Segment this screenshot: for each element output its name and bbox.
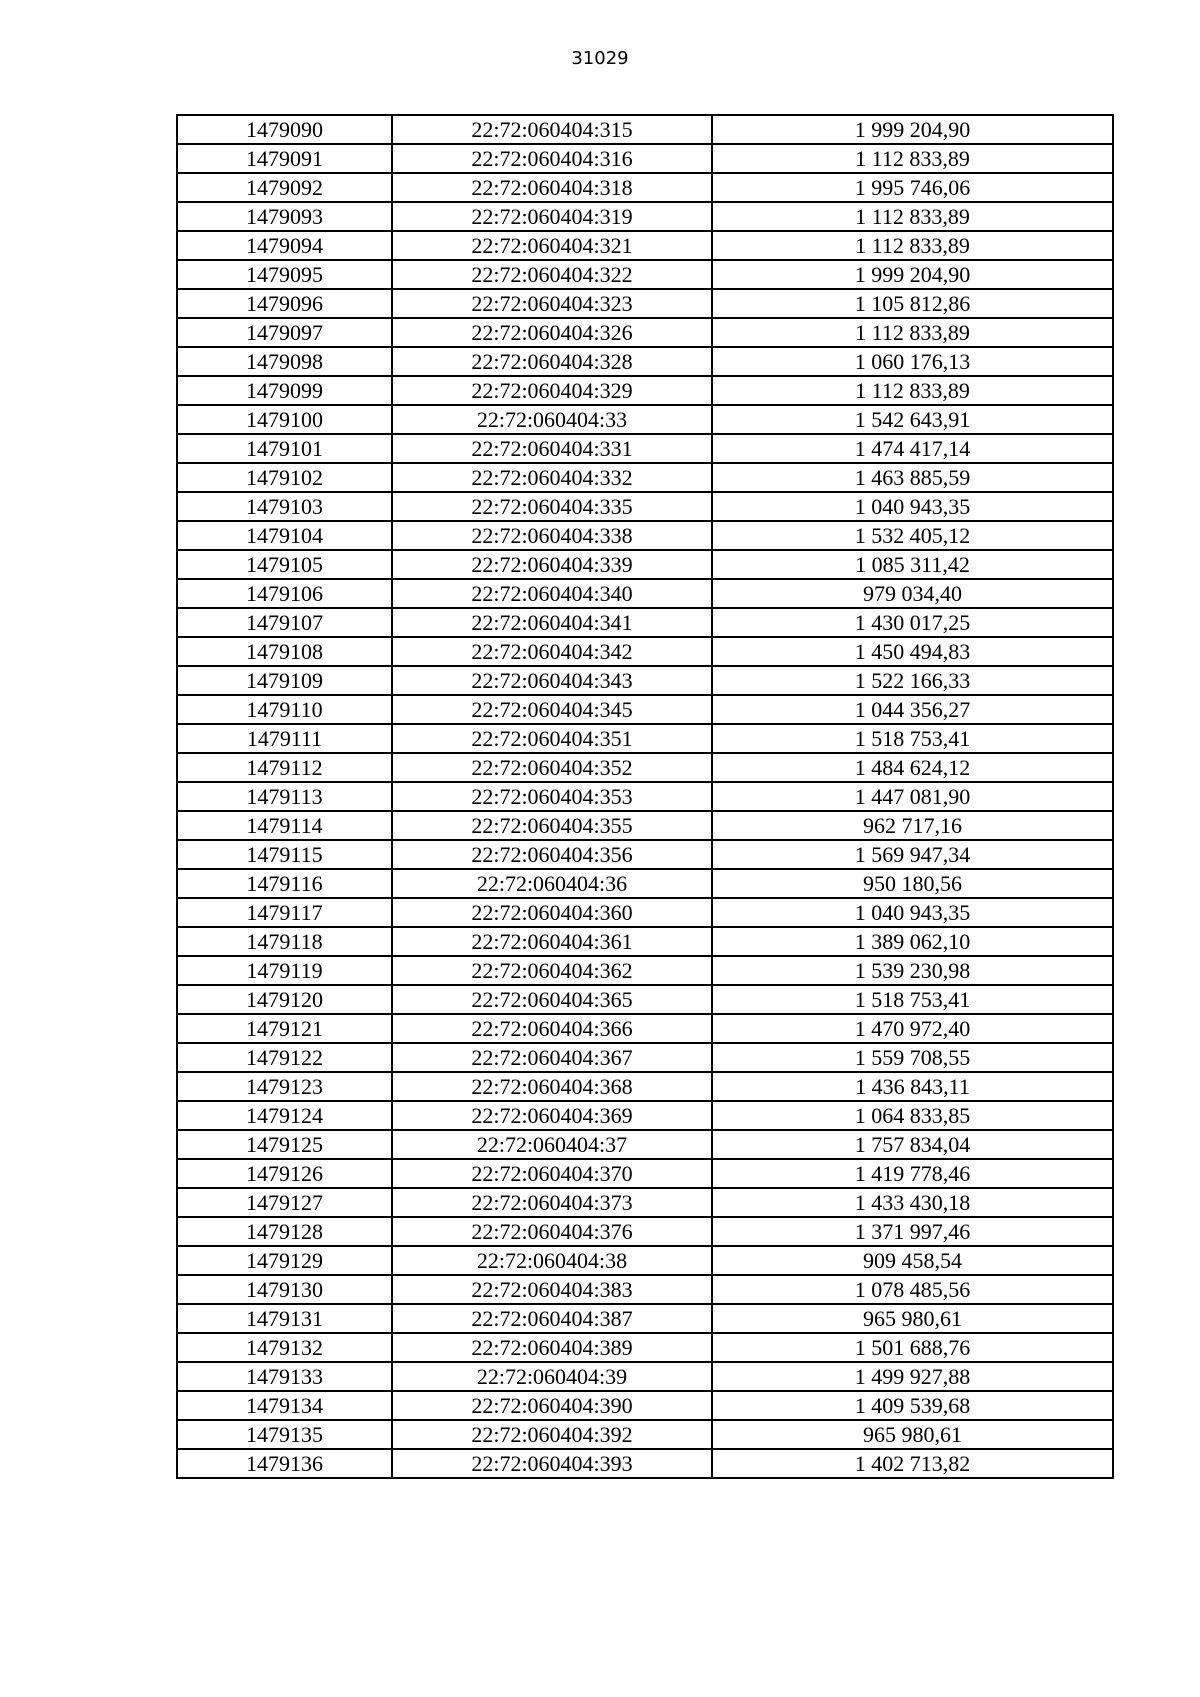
row-id-cell: 1479107 [177,608,392,637]
table-row [177,1304,1113,1333]
table-row [177,1246,1113,1275]
row-id-cell: 1479106 [177,579,392,608]
cadastral-number-cell: 22:72:060404:319 [392,202,712,231]
table-row [177,318,1113,347]
value-cell: 1 542 643,91 [712,405,1113,434]
value-cell: 1 064 833,85 [712,1101,1113,1130]
table-row [177,1014,1113,1043]
value-cell: 1 501 688,76 [712,1333,1113,1362]
cadastral-number-cell: 22:72:060404:36 [392,869,712,898]
table-row [177,1130,1113,1159]
row-id-cell: 1479133 [177,1362,392,1391]
table-row [177,1159,1113,1188]
cadastral-number-cell: 22:72:060404:326 [392,318,712,347]
cadastral-number-cell: 22:72:060404:361 [392,927,712,956]
value-cell: 1 433 430,18 [712,1188,1113,1217]
value-cell: 965 980,61 [712,1304,1113,1333]
row-id-cell: 1479093 [177,202,392,231]
table-row [177,753,1113,782]
value-cell: 1 470 972,40 [712,1014,1113,1043]
table-row [177,840,1113,869]
table-row [177,463,1113,492]
cadastral-number-cell: 22:72:060404:323 [392,289,712,318]
value-cell: 1 430 017,25 [712,608,1113,637]
table-row [177,1391,1113,1420]
row-id-cell: 1479129 [177,1246,392,1275]
cadastral-number-cell: 22:72:060404:33 [392,405,712,434]
row-id-cell: 1479119 [177,956,392,985]
table-row [177,637,1113,666]
table-row [177,782,1113,811]
row-id-cell: 1479115 [177,840,392,869]
value-cell: 1 040 943,35 [712,898,1113,927]
cadastral-number-cell: 22:72:060404:389 [392,1333,712,1362]
value-cell: 1 112 833,89 [712,318,1113,347]
value-cell: 1 450 494,83 [712,637,1113,666]
cadastral-number-cell: 22:72:060404:387 [392,1304,712,1333]
cadastral-number-cell: 22:72:060404:360 [392,898,712,927]
value-cell: 1 078 485,56 [712,1275,1113,1304]
value-cell: 1 463 885,59 [712,463,1113,492]
value-cell: 909 458,54 [712,1246,1113,1275]
value-cell: 1 559 708,55 [712,1043,1113,1072]
table-row [177,492,1113,521]
table-row [177,811,1113,840]
cadastral-number-cell: 22:72:060404:339 [392,550,712,579]
row-id-cell: 1479101 [177,434,392,463]
cadastral-number-cell: 22:72:060404:341 [392,608,712,637]
row-id-cell: 1479131 [177,1304,392,1333]
value-cell: 1 436 843,11 [712,1072,1113,1101]
value-cell: 1 999 204,90 [712,260,1113,289]
value-cell: 1 112 833,89 [712,231,1113,260]
value-cell: 1 757 834,04 [712,1130,1113,1159]
table-row [177,376,1113,405]
value-cell: 1 999 204,90 [712,115,1113,144]
cadastral-number-cell: 22:72:060404:38 [392,1246,712,1275]
value-cell: 962 717,16 [712,811,1113,840]
cadastral-number-cell: 22:72:060404:338 [392,521,712,550]
table-row [177,260,1113,289]
value-cell: 1 447 081,90 [712,782,1113,811]
table-row [177,1275,1113,1304]
table-row [177,550,1113,579]
cadastral-number-cell: 22:72:060404:383 [392,1275,712,1304]
table-row [177,985,1113,1014]
cadastral-number-cell: 22:72:060404:392 [392,1420,712,1449]
value-cell: 1 518 753,41 [712,985,1113,1014]
table-row [177,1188,1113,1217]
table-row [177,115,1113,144]
value-cell: 979 034,40 [712,579,1113,608]
row-id-cell: 1479132 [177,1333,392,1362]
cadastral-number-cell: 22:72:060404:362 [392,956,712,985]
cadastral-number-cell: 22:72:060404:335 [392,492,712,521]
table-row [177,695,1113,724]
table-row [177,289,1113,318]
table-row [177,347,1113,376]
row-id-cell: 1479096 [177,289,392,318]
row-id-cell: 1479108 [177,637,392,666]
table-row [177,405,1113,434]
row-id-cell: 1479117 [177,898,392,927]
cadastral-number-cell: 22:72:060404:351 [392,724,712,753]
row-id-cell: 1479111 [177,724,392,753]
table-row [177,666,1113,695]
table-row [177,1333,1113,1362]
row-id-cell: 1479097 [177,318,392,347]
row-id-cell: 1479110 [177,695,392,724]
value-cell: 1 499 927,88 [712,1362,1113,1391]
row-id-cell: 1479109 [177,666,392,695]
value-cell: 950 180,56 [712,869,1113,898]
table-row [177,1043,1113,1072]
row-id-cell: 1479103 [177,492,392,521]
value-cell: 1 409 539,68 [712,1391,1113,1420]
table-row [177,1072,1113,1101]
table-body [177,115,1113,1478]
cadastral-number-cell: 22:72:060404:329 [392,376,712,405]
row-id-cell: 1479095 [177,260,392,289]
cadastral-number-cell: 22:72:060404:332 [392,463,712,492]
table-row [177,1101,1113,1130]
table-row [177,898,1113,927]
row-id-cell: 1479092 [177,173,392,202]
value-cell: 965 980,61 [712,1420,1113,1449]
row-id-cell: 1479104 [177,521,392,550]
value-cell: 1 112 833,89 [712,376,1113,405]
cadastral-number-cell: 22:72:060404:352 [392,753,712,782]
value-cell: 1 112 833,89 [712,202,1113,231]
cadastral-number-cell: 22:72:060404:393 [392,1449,712,1478]
table-row [177,1420,1113,1449]
cadastral-number-cell: 22:72:060404:390 [392,1391,712,1420]
row-id-cell: 1479112 [177,753,392,782]
table-row [177,1217,1113,1246]
cadastral-number-cell: 22:72:060404:37 [392,1130,712,1159]
table-row [177,144,1113,173]
table-row [177,579,1113,608]
table-row [177,869,1113,898]
cadastral-number-cell: 22:72:060404:318 [392,173,712,202]
row-id-cell: 1479094 [177,231,392,260]
cadastral-number-cell: 22:72:060404:343 [392,666,712,695]
table-row [177,1362,1113,1391]
cadastral-number-cell: 22:72:060404:345 [392,695,712,724]
row-id-cell: 1479126 [177,1159,392,1188]
value-cell: 1 040 943,35 [712,492,1113,521]
row-id-cell: 1479116 [177,869,392,898]
cadastral-number-cell: 22:72:060404:328 [392,347,712,376]
cadastral-number-cell: 22:72:060404:369 [392,1101,712,1130]
row-id-cell: 1479091 [177,144,392,173]
cadastral-number-cell: 22:72:060404:356 [392,840,712,869]
cadastral-number-cell: 22:72:060404:316 [392,144,712,173]
cadastral-number-cell: 22:72:060404:367 [392,1043,712,1072]
row-id-cell: 1479090 [177,115,392,144]
value-cell: 1 060 176,13 [712,347,1113,376]
table-row [177,927,1113,956]
row-id-cell: 1479102 [177,463,392,492]
value-cell: 1 085 311,42 [712,550,1113,579]
row-id-cell: 1479122 [177,1043,392,1072]
row-id-cell: 1479105 [177,550,392,579]
table-row [177,231,1113,260]
table-row [177,521,1113,550]
cadastral-number-cell: 22:72:060404:355 [392,811,712,840]
cadastral-number-cell: 22:72:060404:353 [392,782,712,811]
cadastral-number-cell: 22:72:060404:331 [392,434,712,463]
table-row [177,1449,1113,1478]
row-id-cell: 1479099 [177,376,392,405]
page-number: 31029 [571,48,629,69]
table-row [177,202,1113,231]
row-id-cell: 1479121 [177,1014,392,1043]
value-cell: 1 518 753,41 [712,724,1113,753]
table-row [177,724,1113,753]
row-id-cell: 1479127 [177,1188,392,1217]
cadastral-number-cell: 22:72:060404:365 [392,985,712,1014]
table-row [177,608,1113,637]
cadastral-number-cell: 22:72:060404:322 [392,260,712,289]
value-cell: 1 112 833,89 [712,144,1113,173]
table-row [177,956,1113,985]
cadastral-number-cell: 22:72:060404:373 [392,1188,712,1217]
value-cell: 1 474 417,14 [712,434,1113,463]
row-id-cell: 1479100 [177,405,392,434]
value-cell: 1 539 230,98 [712,956,1113,985]
value-cell: 1 522 166,33 [712,666,1113,695]
value-cell: 1 389 062,10 [712,927,1113,956]
row-id-cell: 1479113 [177,782,392,811]
value-cell: 1 532 405,12 [712,521,1113,550]
cadastral-number-cell: 22:72:060404:321 [392,231,712,260]
value-cell: 1 419 778,46 [712,1159,1113,1188]
value-cell: 1 995 746,06 [712,173,1113,202]
table-row [177,434,1113,463]
row-id-cell: 1479124 [177,1101,392,1130]
row-id-cell: 1479136 [177,1449,392,1478]
cadastral-number-cell: 22:72:060404:376 [392,1217,712,1246]
data-table [176,114,1114,1479]
cadastral-number-cell: 22:72:060404:39 [392,1362,712,1391]
value-cell: 1 402 713,82 [712,1449,1113,1478]
row-id-cell: 1479125 [177,1130,392,1159]
cadastral-number-cell: 22:72:060404:366 [392,1014,712,1043]
value-cell: 1 569 947,34 [712,840,1113,869]
row-id-cell: 1479128 [177,1217,392,1246]
row-id-cell: 1479118 [177,927,392,956]
value-cell: 1 044 356,27 [712,695,1113,724]
row-id-cell: 1479114 [177,811,392,840]
value-cell: 1 371 997,46 [712,1217,1113,1246]
value-cell: 1 105 812,86 [712,289,1113,318]
cadastral-number-cell: 22:72:060404:370 [392,1159,712,1188]
row-id-cell: 1479130 [177,1275,392,1304]
cadastral-number-cell: 22:72:060404:342 [392,637,712,666]
row-id-cell: 1479135 [177,1420,392,1449]
cadastral-number-cell: 22:72:060404:368 [392,1072,712,1101]
row-id-cell: 1479134 [177,1391,392,1420]
cadastral-number-cell: 22:72:060404:340 [392,579,712,608]
cadastral-number-cell: 22:72:060404:315 [392,115,712,144]
row-id-cell: 1479123 [177,1072,392,1101]
row-id-cell: 1479098 [177,347,392,376]
row-id-cell: 1479120 [177,985,392,1014]
table-row [177,173,1113,202]
value-cell: 1 484 624,12 [712,753,1113,782]
